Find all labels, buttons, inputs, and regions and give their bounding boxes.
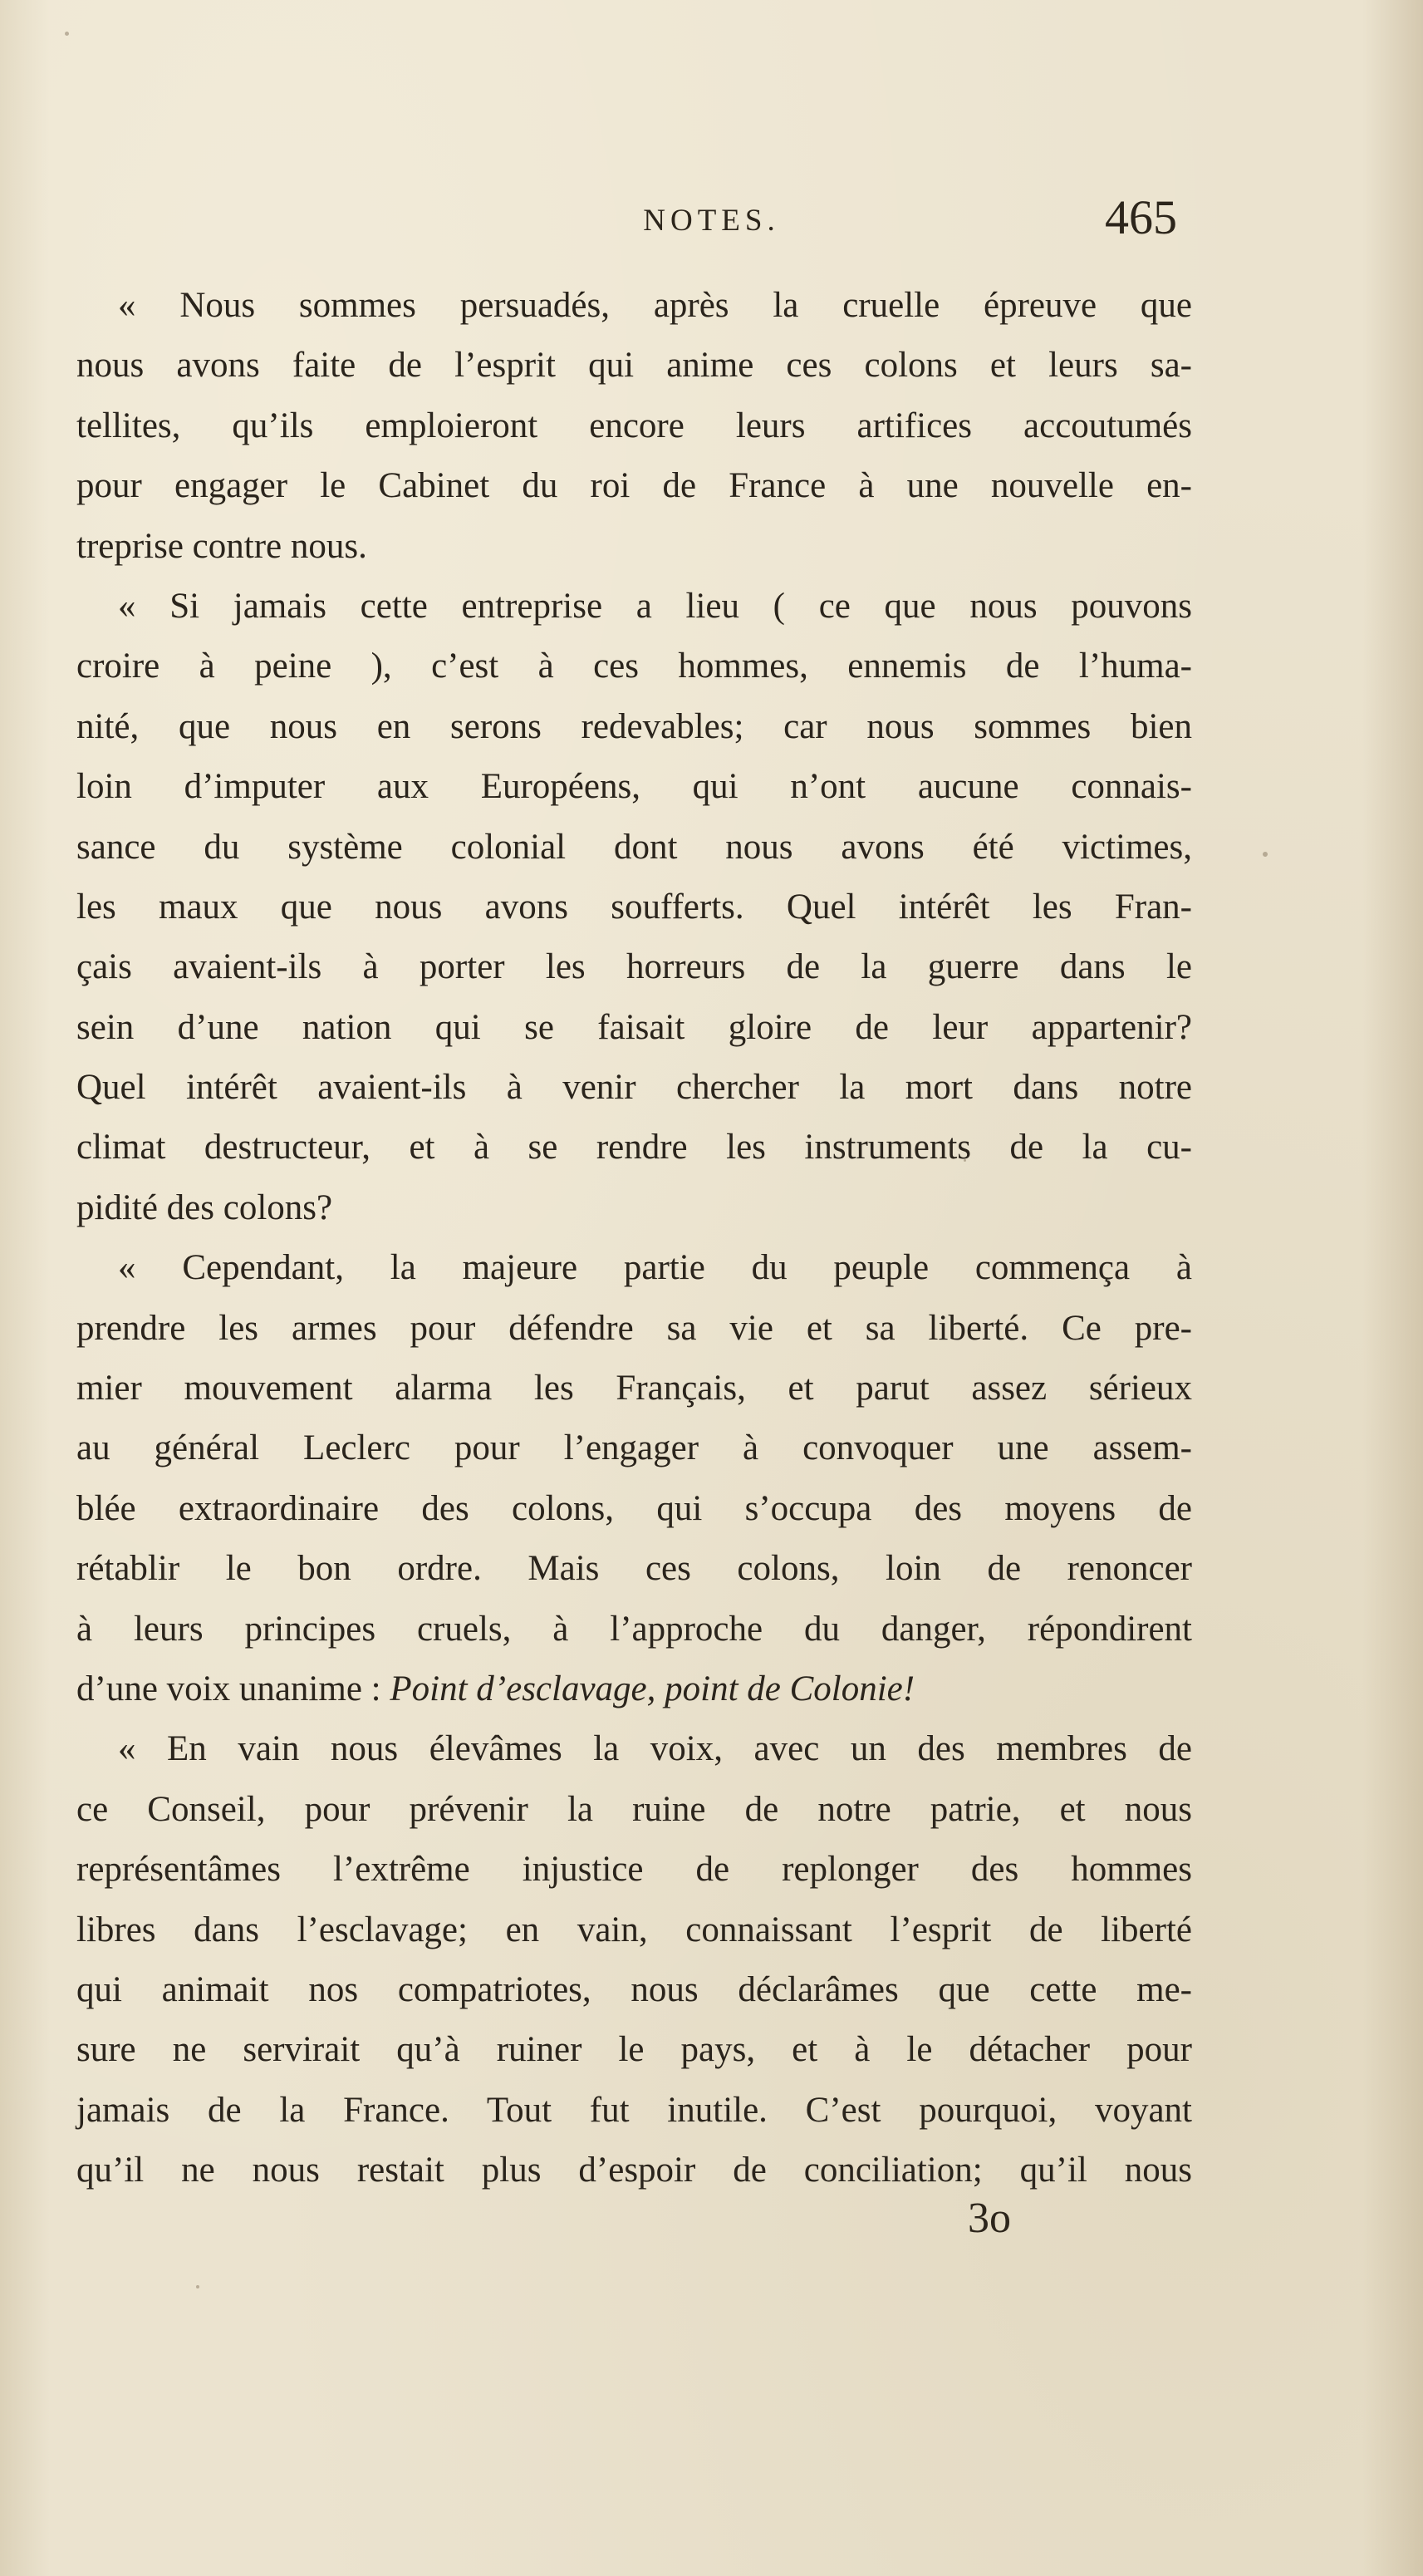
text-line: tellites, qu’ils emploieront encore leurs artifices accoutumés [76, 406, 1192, 445]
paper-speck [196, 2285, 199, 2288]
quote-italic: Point d’esclavage, point de Colonie! [390, 1669, 915, 1708]
text-line: Quel intérêt avaient-ils à venir chercher la mort dans notre [76, 1068, 1192, 1108]
text-line: loin d’imputer aux Européens, qui n’ont aucune connais- [76, 767, 1192, 807]
text-line: ce Conseil, pour prévenir la ruine de notre patrie, et nous [76, 1789, 1192, 1829]
text-line: au général Leclerc pour l’engager à convoquer une assem- [76, 1428, 1192, 1468]
text-line: nous avons faite de l’esprit qui anime ces colons et leurs sa- [76, 346, 1192, 386]
paper-speck [65, 32, 69, 36]
text-line: sein d’une nation qui se faisait gloire de leur appartenir? [76, 1007, 1192, 1047]
running-title: NOTES. [643, 204, 780, 238]
text-line: croire à peine ), c’est à ces hommes, ennemis de l’huma- [76, 646, 1192, 686]
text-line: « En vain nous élevâmes la voix, avec un des membres de [118, 1729, 1192, 1769]
text-line: « Si jamais cette entreprise a lieu ( ce que nous pouvons [118, 586, 1192, 626]
text-line: qu’il ne nous restait plus d’espoir de conciliation; qu’il nous [76, 2151, 1192, 2190]
text-line: treprise contre nous. [76, 526, 367, 566]
text-line: qui animait nos compatriotes, nous déclarâmes que cette me- [76, 1969, 1192, 2009]
paper-speck [964, 1159, 966, 1162]
text-line: prendre les armes pour défendre sa vie et sa liberté. Ce pre- [76, 1308, 1192, 1348]
text-line: les maux que nous avons soufferts. Quel intérêt les Fran- [76, 887, 1192, 927]
text-line: nité, que nous en serons redevables; car nous sommes bien [76, 706, 1192, 746]
text-line-italic-quote [76, 1659, 1192, 1719]
text-line: « Cependant, la majeure partie du peuple commença à [118, 1248, 1192, 1288]
text-line: blée extraordinaire des colons, qui s’occupa des moyens de [76, 1488, 1192, 1528]
body-text [76, 276, 1192, 2201]
text-line: climat destructeur, et à se rendre les instruments de la cu- [76, 1128, 1192, 1168]
text-line: représentâmes l’extrême injustice de replonger des hommes [76, 1850, 1192, 1890]
text-line: libres dans l’esclavage; en vain, connaissant l’esprit de liberté [76, 1910, 1192, 1949]
text-line: rétablir le bon ordre. Mais ces colons, loin de renoncer [76, 1549, 1192, 1589]
page-number: 465 [1105, 190, 1177, 244]
text-line: çais avaient-ils à porter les horreurs de la guerre dans le [76, 947, 1192, 987]
text-line: à leurs principes cruels, à l’approche du danger, répondirent [76, 1609, 1192, 1649]
text-line: mier mouvement alarma les Français, et parut assez sérieux [76, 1369, 1192, 1408]
text-line: pour engager le Cabinet du roi de France à une nouvelle en- [76, 466, 1192, 506]
text-line: jamais de la France. Tout fut inutile. C’est pourquoi, voyant [76, 2090, 1192, 2130]
quote-prefix: d’une voix unanime : [76, 1669, 390, 1708]
text-line: sance du système colonial dont nous avons été victimes, [76, 827, 1192, 867]
text-line: sure ne servirait qu’à ruiner le pays, et à le détacher pour [76, 2030, 1192, 2070]
text-line: « Nous sommes persuadés, après la cruelle épreuve que [118, 286, 1192, 325]
paper-speck [1263, 852, 1268, 857]
signature-mark: 3o [968, 2195, 1011, 2242]
text-line: pidité des colons? [76, 1187, 333, 1227]
